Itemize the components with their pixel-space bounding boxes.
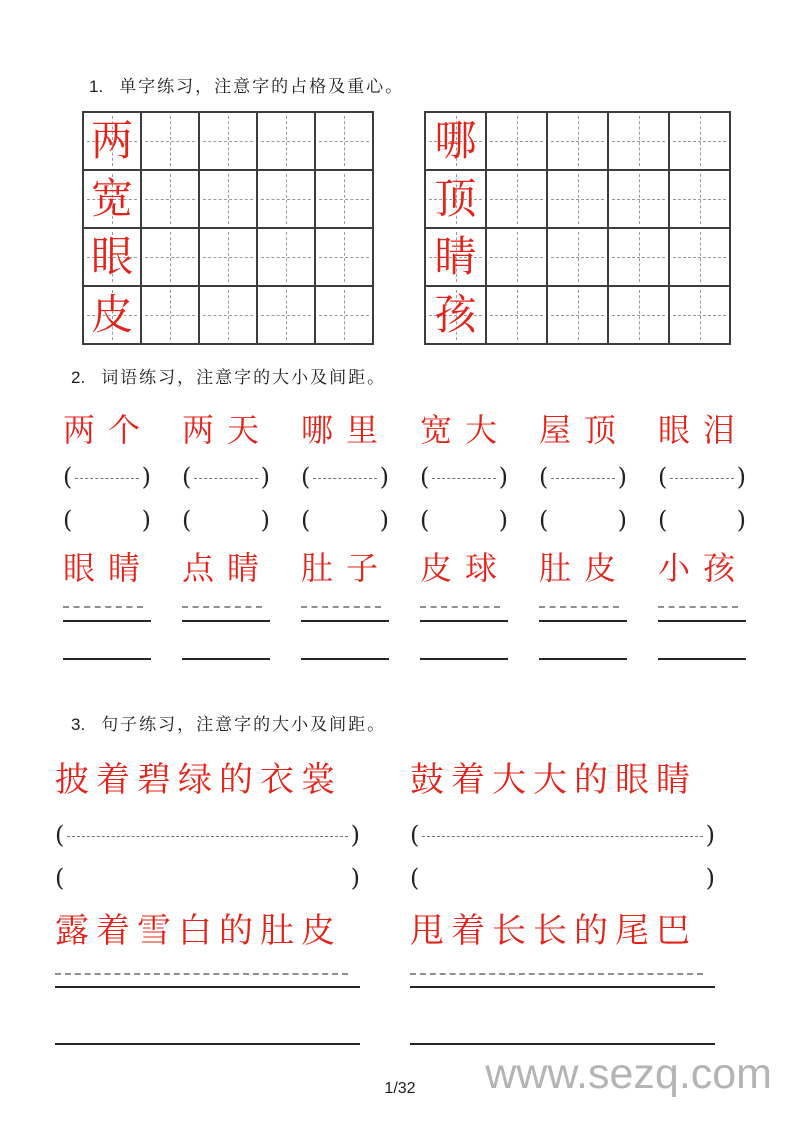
section3-title: 句子练习，注意字的大小及间距。 (101, 715, 387, 735)
section1-number: 1. (89, 77, 104, 96)
paren-close: ) (379, 463, 389, 491)
model-word: 肚子 (301, 549, 392, 587)
paren-open: ( (55, 821, 65, 849)
practice-dashed-line (182, 606, 262, 608)
answer-parens-dashed (410, 821, 715, 849)
paren-close: ) (617, 463, 627, 491)
paren-open: ( (301, 506, 311, 534)
sentence-practice-grid (55, 758, 715, 1045)
model-sentence: 甩着长长的尾巴 (410, 911, 697, 951)
practice-cell (487, 287, 546, 343)
paren-open: ( (658, 463, 668, 491)
practice-cell (258, 171, 314, 227)
practice-cell (670, 229, 729, 285)
paren-close: ) (617, 506, 627, 534)
practice-cell (487, 113, 546, 169)
model-character: 宽 (90, 174, 133, 223)
model-word: 小孩 (658, 549, 749, 587)
model-word: 屋顶 (539, 411, 630, 449)
model-sentence: 鼓着大大的眼睛 (410, 760, 697, 800)
practice-cell (84, 287, 140, 343)
practice-cell (548, 229, 607, 285)
paren-close: ) (498, 506, 508, 534)
section1-title: 单字练习，注意字的占格及重心。 (119, 77, 405, 97)
practice-cell (142, 113, 198, 169)
model-character: 眼 (90, 232, 133, 281)
paren-close: ) (705, 821, 715, 849)
practice-cell (200, 171, 256, 227)
paren-open: ( (182, 463, 192, 491)
model-sentence: 披着碧绿的衣裳 (55, 760, 342, 800)
practice-cell (316, 171, 372, 227)
model-word: 点睛 (182, 549, 273, 587)
word-column (658, 410, 749, 660)
model-word: 两个 (63, 411, 154, 449)
paren-open: ( (420, 463, 430, 491)
model-sentence: 露着雪白的肚皮 (55, 911, 342, 951)
answer-parens-empty (539, 505, 627, 535)
paren-close: ) (260, 463, 270, 491)
paren-close: ) (260, 506, 270, 534)
model-word: 眼睛 (63, 549, 154, 587)
practice-solid-line (420, 620, 508, 622)
word-column (539, 410, 630, 660)
answer-parens-dashed (658, 464, 746, 490)
dashed-fill-line (313, 478, 376, 479)
paren-open: ( (301, 463, 311, 491)
practice-cell (609, 229, 668, 285)
practice-dashed-line (410, 973, 703, 975)
practice-solid-line (658, 620, 746, 622)
practice-solid-line (410, 1043, 715, 1045)
word-column (420, 410, 511, 660)
practice-cell (548, 113, 607, 169)
practice-cell (609, 171, 668, 227)
practice-cell (142, 229, 198, 285)
practice-cell (426, 113, 485, 169)
paren-open: ( (55, 864, 65, 892)
practice-solid-line (420, 658, 508, 660)
practice-cell (200, 287, 256, 343)
practice-solid-line (301, 658, 389, 660)
practice-cell (258, 113, 314, 169)
practice-cell (316, 287, 372, 343)
model-word: 眼泪 (658, 411, 749, 449)
practice-cell (670, 113, 729, 169)
paren-open: ( (539, 506, 549, 534)
answer-parens-empty (410, 863, 715, 893)
practice-solid-line (301, 620, 389, 622)
word-column (182, 410, 273, 660)
section2-number: 2. (71, 368, 86, 387)
practice-solid-line (55, 1043, 360, 1045)
paren-open: ( (63, 506, 73, 534)
answer-parens-empty (301, 505, 389, 535)
answer-parens-empty (420, 505, 508, 535)
watermark: www.sezq.com (485, 1050, 772, 1098)
character-grid-left (82, 111, 374, 345)
model-word: 皮球 (420, 549, 511, 587)
paren-open: ( (539, 463, 549, 491)
answer-parens-dashed (55, 821, 360, 849)
paren-close: ) (141, 463, 151, 491)
paren-close: ) (141, 506, 151, 534)
practice-cell (316, 113, 372, 169)
paren-open: ( (63, 463, 73, 491)
practice-cell (142, 171, 198, 227)
practice-solid-line (410, 986, 715, 988)
word-column (301, 410, 392, 660)
practice-solid-line (539, 620, 627, 622)
practice-cell (548, 287, 607, 343)
word-practice-grid (63, 410, 749, 660)
practice-cell (426, 171, 485, 227)
model-character: 孩 (434, 290, 477, 339)
page-number: 1/32 (384, 1080, 416, 1097)
practice-dashed-line (55, 973, 348, 975)
model-word: 肚皮 (539, 549, 630, 587)
answer-parens-dashed (301, 464, 389, 490)
model-character: 哪 (434, 116, 477, 165)
practice-cell (670, 287, 729, 343)
sentence-column (55, 758, 360, 1045)
practice-cell (200, 229, 256, 285)
practice-cell (609, 113, 668, 169)
practice-cell (142, 287, 198, 343)
practice-dashed-line (539, 606, 619, 608)
paren-close: ) (350, 864, 360, 892)
word-column (63, 410, 154, 660)
practice-dashed-line (63, 606, 143, 608)
answer-parens-empty (658, 505, 746, 535)
practice-solid-line (658, 658, 746, 660)
dashed-fill-line (670, 478, 733, 479)
paren-close: ) (736, 463, 746, 491)
model-character: 两 (90, 116, 133, 165)
paren-close: ) (736, 506, 746, 534)
answer-parens-empty (63, 505, 151, 535)
answer-parens-empty (55, 863, 360, 893)
paren-open: ( (182, 506, 192, 534)
section2-heading (71, 363, 386, 388)
section1-heading (89, 72, 404, 97)
practice-cell (426, 287, 485, 343)
model-character: 睛 (434, 232, 477, 281)
dashed-fill-line (67, 836, 347, 837)
answer-parens-dashed (539, 464, 627, 490)
practice-cell (487, 171, 546, 227)
practice-solid-line (63, 658, 151, 660)
practice-solid-line (63, 620, 151, 622)
model-character: 皮 (90, 290, 133, 339)
practice-cell (200, 113, 256, 169)
model-word: 宽大 (420, 411, 511, 449)
paren-close: ) (705, 864, 715, 892)
paren-open: ( (420, 506, 430, 534)
practice-cell (609, 287, 668, 343)
practice-cell (258, 229, 314, 285)
paren-close: ) (379, 506, 389, 534)
section3-number: 3. (71, 715, 86, 734)
answer-parens-dashed (63, 464, 151, 490)
model-character: 顶 (434, 174, 477, 223)
model-word: 两天 (182, 411, 273, 449)
practice-solid-line (55, 986, 360, 988)
paren-open: ( (410, 821, 420, 849)
paren-open: ( (410, 864, 420, 892)
dashed-fill-line (432, 478, 495, 479)
model-word: 哪里 (301, 411, 392, 449)
answer-parens-dashed (420, 464, 508, 490)
practice-solid-line (182, 620, 270, 622)
section3-heading (71, 710, 386, 735)
practice-solid-line (539, 658, 627, 660)
sentence-column (410, 758, 715, 1045)
practice-solid-line (182, 658, 270, 660)
dashed-fill-line (422, 836, 702, 837)
answer-parens-dashed (182, 464, 270, 490)
dashed-fill-line (194, 478, 257, 479)
practice-cell (84, 113, 140, 169)
practice-cell (426, 229, 485, 285)
practice-dashed-line (420, 606, 500, 608)
paren-close: ) (350, 821, 360, 849)
practice-dashed-line (301, 606, 381, 608)
dashed-fill-line (75, 478, 138, 479)
practice-dashed-line (658, 606, 738, 608)
practice-cell (548, 171, 607, 227)
character-grid-right (424, 111, 731, 345)
dashed-fill-line (551, 478, 614, 479)
practice-cell (84, 171, 140, 227)
paren-close: ) (498, 463, 508, 491)
answer-parens-empty (182, 505, 270, 535)
practice-cell (258, 287, 314, 343)
practice-cell (487, 229, 546, 285)
practice-cell (316, 229, 372, 285)
paren-open: ( (658, 506, 668, 534)
practice-cell (84, 229, 140, 285)
section2-title: 词语练习，注意字的大小及间距。 (101, 368, 387, 388)
practice-cell (670, 171, 729, 227)
